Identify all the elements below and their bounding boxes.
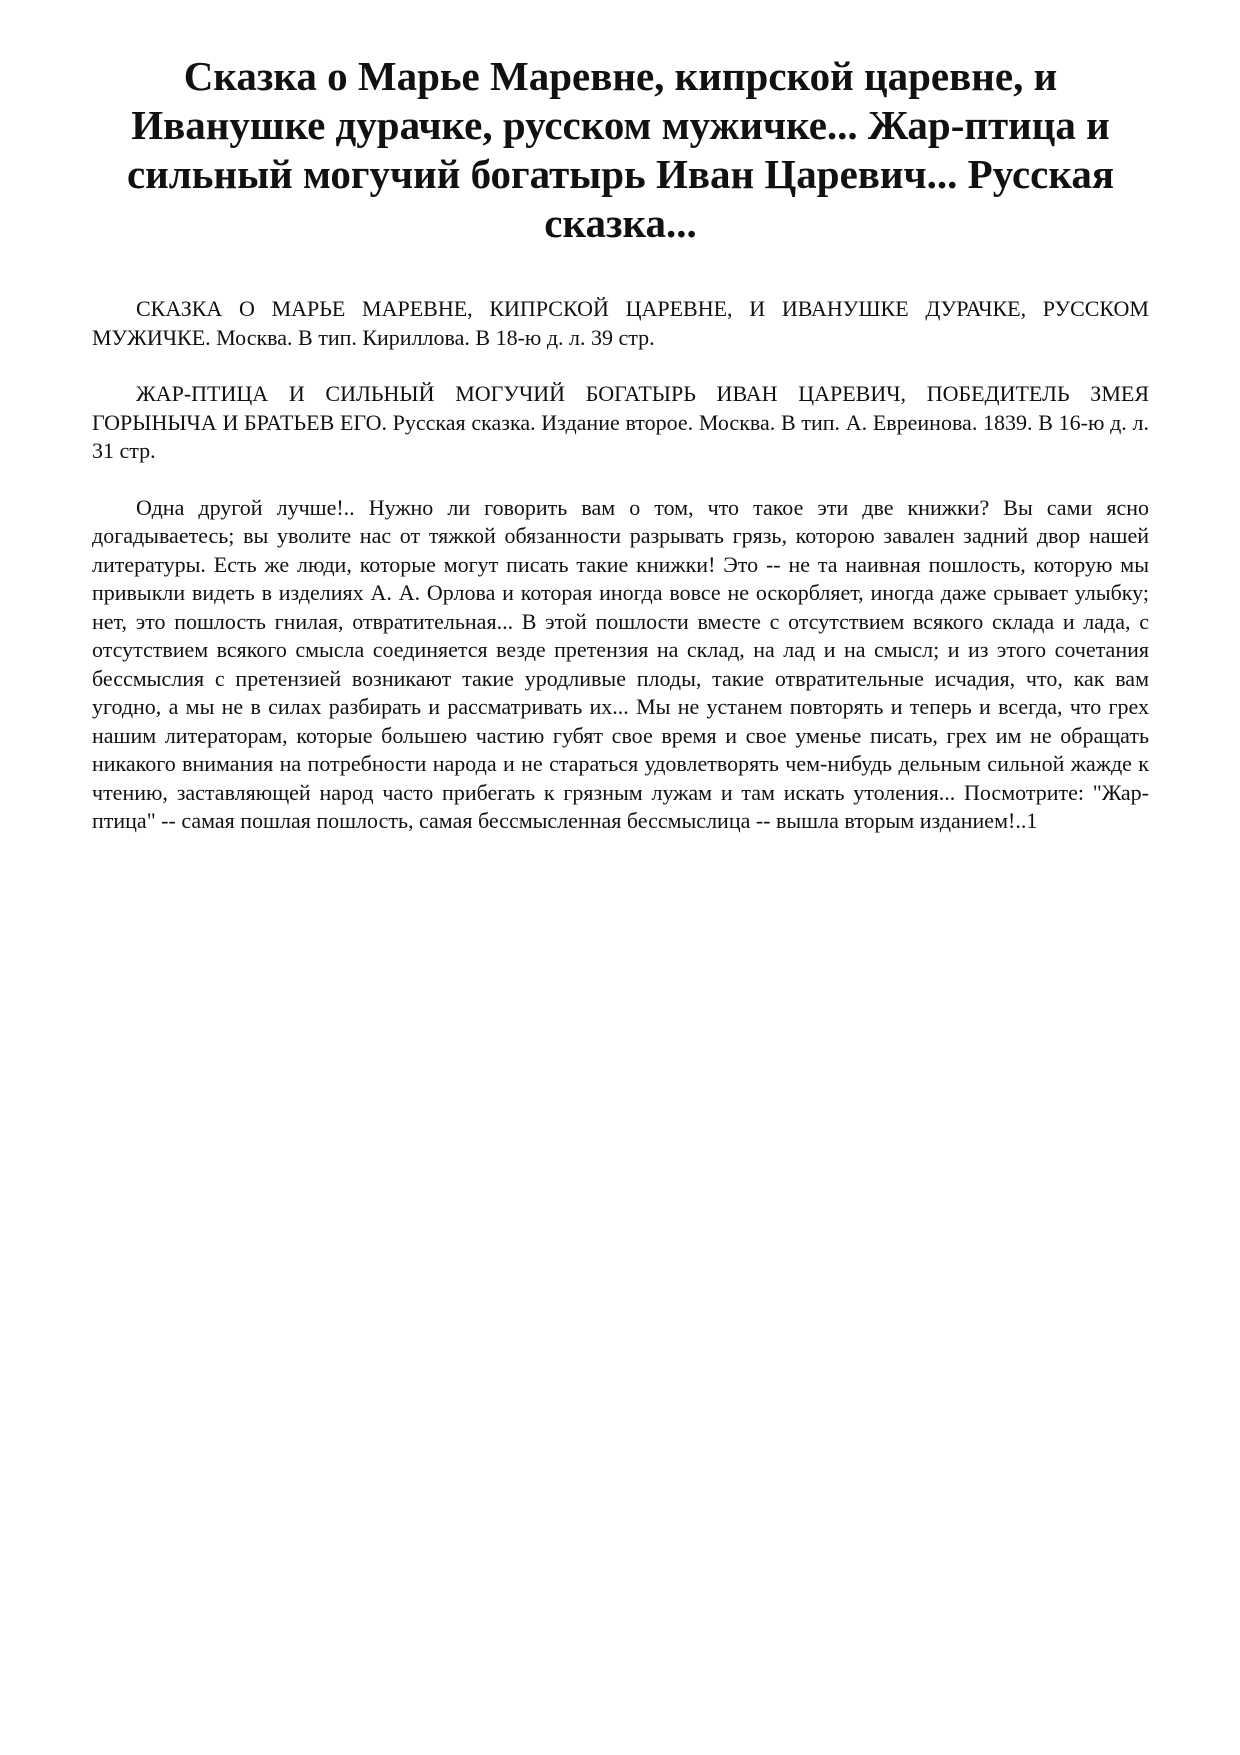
- title-line-2: Иванушке дурачке, русском мужичке... Жар-птица и: [131, 102, 1110, 148]
- document-title: [92, 52, 1149, 248]
- paragraph-second-book: ЖАР-ПТИЦА И СИЛЬНЫЙ МОГУЧИЙ БОГАТЫРЬ ИВАН ЦАРЕВИЧ, ПОБЕДИТЕЛЬ ЗМЕЯ ГОРЫНЫЧА И БРАТЬЕВ ЕГО. Русская сказка. Издание второе. Москва. В тип. А. Евреинова. 1839. В 16-ю д. л. 31 стр.: [92, 381, 1149, 463]
- paragraph-first-book: СКАЗКА О МАРЬЕ МАРЕВНЕ, КИПРСКОЙ ЦАРЕВНЕ, И ИВАНУШКЕ ДУРАЧКЕ, РУССКОМ МУЖИЧКЕ. Москва. В тип. Кириллова. В 18-ю д. л. 39 стр.: [92, 296, 1149, 350]
- document-body: [92, 295, 1149, 836]
- paragraph-review: Одна другой лучше!.. Нужно ли говорить вам о том, что такое эти две книжки? Вы сами ясно догадываетесь; вы уволите нас от тяжкой обязанности разрывать грязь, которою завален задний двор нашей литературы. Есть же люди, которые могут писать такие книжки! Это -- не та наивная пошлость, которую мы привыкли видеть в изделиях А. А. Орлова и которая иногда вовсе не оскорбляет, иногда даже срывает улыбку; нет, это пошлость гнилая, отвратительная... В этой пошлости вместе с отсутствием всякого склада и лада, с отсутствием всякого смысла соединяется везде претензия на склад, на лад и на смысл; и из этого сочетания бессмыслия с претензией возникают такие уродливые плоды, такие отвратительные исчадия, что, как вам угодно, а мы не в силах разбирать и рассматривать их... Мы не устанем повторять и теперь и всегда, что грех нашим литераторам, которые большею частию губят свое время и свое уменье писать, грех им не обращать никакого внимания на потребности народа и не стараться удовлетворять чем-нибудь дельным сильной жажде к чтению, заставляющей народ часто прибегать к грязным лужам и там искать утоления... Посмотрите: "Жар-птица" -- самая пошлая пошлость, самая бессмысленная бессмыслица -- вышла вторым изданием!..1: [92, 494, 1149, 833]
- title-line-1: Сказка о Марье Маревне, кипрской царевне, и: [183, 53, 1058, 99]
- title-line-4: сказка...: [544, 200, 697, 246]
- title-line-3: сильный могучий богатырь Иван Царевич... Русская: [126, 151, 1115, 197]
